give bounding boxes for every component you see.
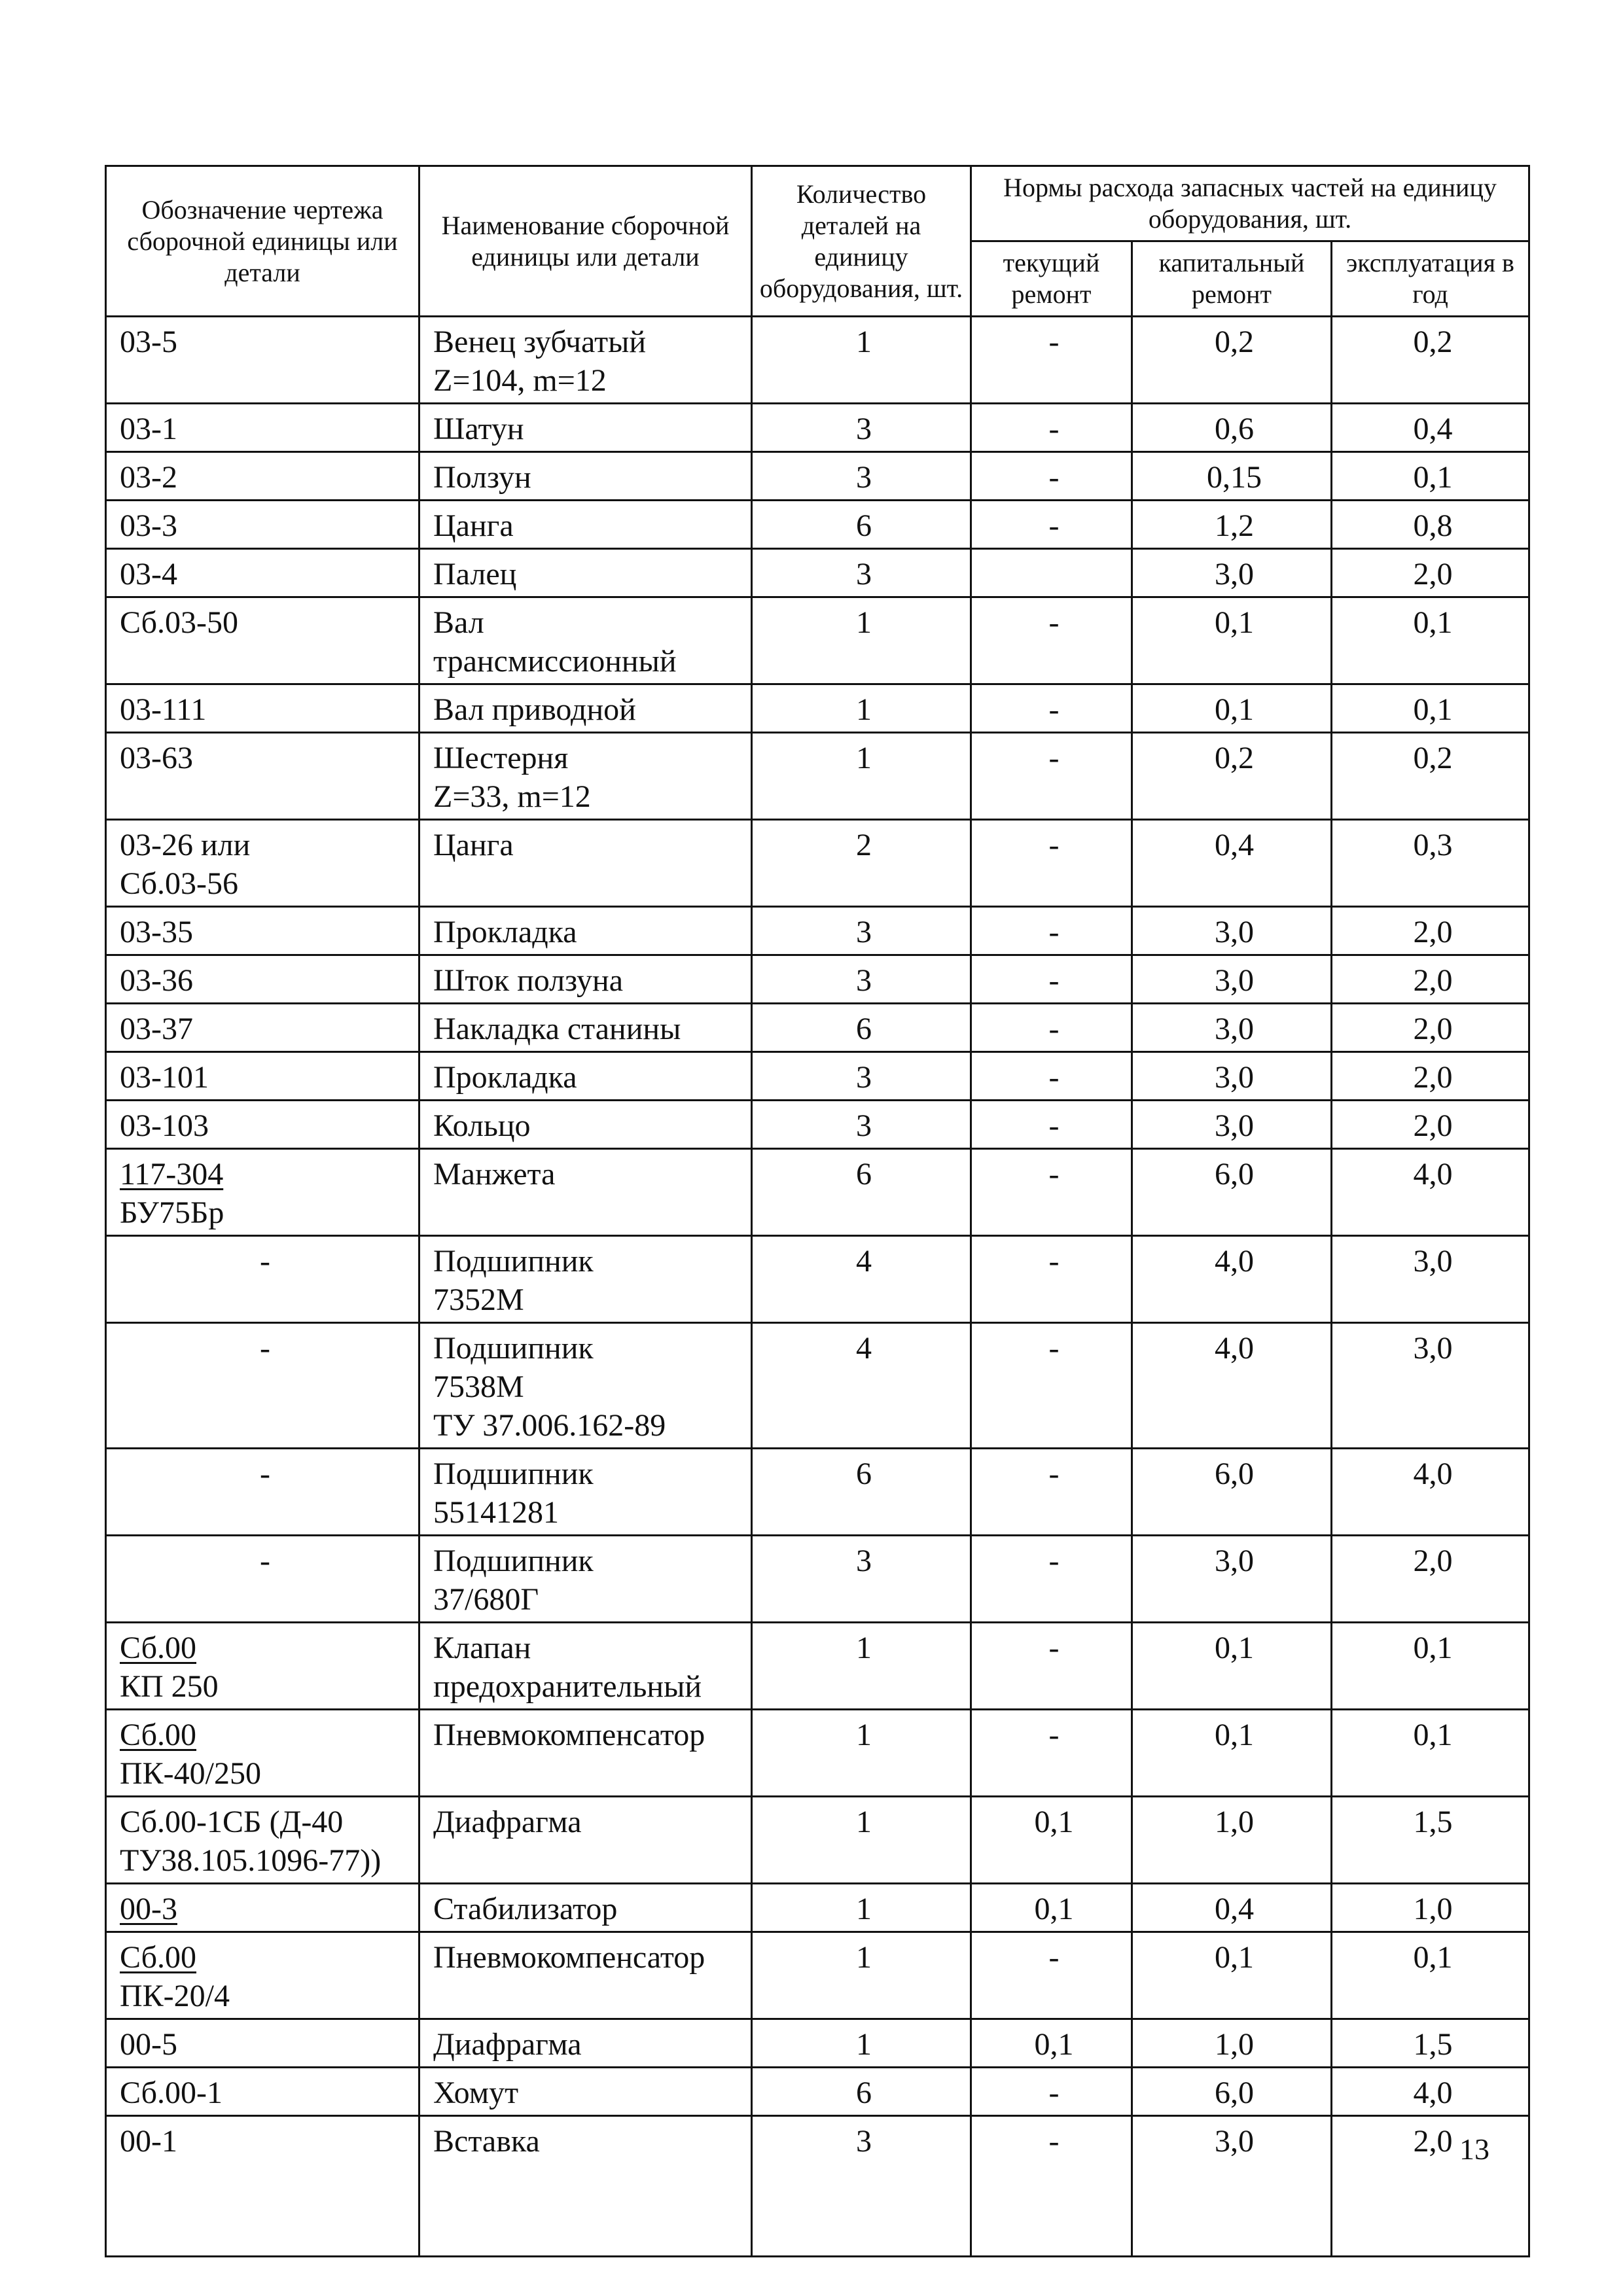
name-line: Прокладка bbox=[433, 915, 577, 949]
cell-capital-repair: 0,1 bbox=[1132, 1710, 1332, 1797]
name-line: 7538М bbox=[433, 1369, 524, 1404]
table-row bbox=[106, 1449, 1529, 1536]
table-row bbox=[106, 501, 1529, 549]
cell-current-repair: - bbox=[971, 1449, 1132, 1536]
name-line: Стабилизатор bbox=[433, 1892, 618, 1926]
cell-quantity: 6 bbox=[752, 501, 971, 549]
cell-quantity: 3 bbox=[752, 907, 971, 955]
cell-capital-repair: 0,15 bbox=[1132, 452, 1332, 501]
designation-line: 00-5 bbox=[120, 2027, 177, 2062]
cell-quantity: 3 bbox=[752, 1536, 971, 1623]
cell-quantity: 3 bbox=[752, 955, 971, 1004]
designation-line: 03-111 bbox=[120, 692, 207, 727]
table-row bbox=[106, 2068, 1529, 2116]
cell-per-year: 1,5 bbox=[1332, 1797, 1529, 1884]
designation-line: БУ75Бр bbox=[120, 1195, 224, 1230]
cell-current-repair: 0,1 bbox=[971, 2019, 1132, 2068]
name-line: Подшипник bbox=[433, 1544, 594, 1578]
cell-designation bbox=[106, 1236, 419, 1323]
cell-per-year: 0,2 bbox=[1332, 317, 1529, 404]
cell-quantity: 1 bbox=[752, 1797, 971, 1884]
table-row bbox=[106, 733, 1529, 820]
cell-name bbox=[419, 501, 752, 549]
cell-name bbox=[419, 820, 752, 907]
table-row bbox=[106, 1323, 1529, 1449]
cell-current-repair: - bbox=[971, 955, 1132, 1004]
cell-name bbox=[419, 2068, 752, 2116]
name-line: Пневмокомпенсатор bbox=[433, 1718, 705, 1752]
designation-line: - bbox=[260, 1331, 270, 1366]
cell-designation bbox=[106, 404, 419, 452]
cell-designation bbox=[106, 1623, 419, 1710]
table-row bbox=[106, 684, 1529, 733]
cell-name bbox=[419, 1052, 752, 1101]
cell-current-repair: - bbox=[971, 1004, 1132, 1052]
cell-designation bbox=[106, 2068, 419, 2116]
cell-quantity: 3 bbox=[752, 404, 971, 452]
designation-line: 03-63 bbox=[120, 741, 193, 775]
cell-per-year: 2,0 bbox=[1332, 1101, 1529, 1149]
table-row bbox=[106, 820, 1529, 907]
cell-per-year: 2,0 bbox=[1332, 1004, 1529, 1052]
designation-line: Сб.00 bbox=[120, 1631, 197, 1665]
cell-designation bbox=[106, 907, 419, 955]
name-line: Диафрагма bbox=[433, 2027, 582, 2062]
cell-name bbox=[419, 1623, 752, 1710]
cell-designation bbox=[106, 1884, 419, 1932]
designation-line: 03-4 bbox=[120, 557, 177, 592]
cell-capital-repair: 3,0 bbox=[1132, 2116, 1332, 2257]
cell-current-repair: - bbox=[971, 2068, 1132, 2116]
cell-quantity: 1 bbox=[752, 684, 971, 733]
name-line: Подшипник bbox=[433, 1457, 594, 1491]
cell-name bbox=[419, 549, 752, 597]
cell-quantity: 4 bbox=[752, 1236, 971, 1323]
name-line: Подшипник bbox=[433, 1244, 594, 1279]
table-body bbox=[106, 317, 1529, 2257]
cell-per-year: 0,1 bbox=[1332, 684, 1529, 733]
cell-per-year: 0,3 bbox=[1332, 820, 1529, 907]
name-line: 55141281 bbox=[433, 1495, 559, 1530]
cell-current-repair: - bbox=[971, 404, 1132, 452]
cell-current-repair: - bbox=[971, 1536, 1132, 1623]
cell-current-repair: - bbox=[971, 2116, 1132, 2257]
spare-parts-table bbox=[105, 165, 1530, 2257]
cell-current-repair: - bbox=[971, 820, 1132, 907]
cell-current-repair: - bbox=[971, 1101, 1132, 1149]
name-line: Венец зубчатый bbox=[433, 325, 647, 359]
cell-designation bbox=[106, 501, 419, 549]
cell-current-repair: - bbox=[971, 907, 1132, 955]
cell-quantity: 6 bbox=[752, 1449, 971, 1536]
cell-name bbox=[419, 452, 752, 501]
cell-capital-repair: 3,0 bbox=[1132, 907, 1332, 955]
cell-per-year: 4,0 bbox=[1332, 1149, 1529, 1236]
cell-current-repair: - bbox=[971, 597, 1132, 684]
header-quantity: Количество деталей на единицу оборудования, шт. bbox=[752, 166, 971, 317]
header-per-year: эксплуатация в год bbox=[1332, 241, 1529, 317]
name-line: Подшипник bbox=[433, 1331, 594, 1366]
name-line: Манжета bbox=[433, 1157, 556, 1192]
cell-quantity: 1 bbox=[752, 1884, 971, 1932]
cell-current-repair: - bbox=[971, 452, 1132, 501]
cell-quantity: 3 bbox=[752, 2116, 971, 2257]
header-name: Наименование сборочной единицы или детали bbox=[419, 166, 752, 317]
cell-designation bbox=[106, 733, 419, 820]
designation-line: КП 250 bbox=[120, 1669, 219, 1704]
cell-name bbox=[419, 404, 752, 452]
cell-current-repair: - bbox=[971, 733, 1132, 820]
cell-per-year: 4,0 bbox=[1332, 1449, 1529, 1536]
cell-capital-repair: 3,0 bbox=[1132, 1101, 1332, 1149]
designation-line: Сб.03-56 bbox=[120, 866, 239, 901]
table-header bbox=[106, 166, 1529, 317]
cell-quantity: 6 bbox=[752, 1149, 971, 1236]
designation-line: - bbox=[260, 1544, 270, 1578]
name-line: Вал приводной bbox=[433, 692, 636, 727]
designation-line: 03-103 bbox=[120, 1108, 209, 1143]
cell-name bbox=[419, 2019, 752, 2068]
cell-name bbox=[419, 1323, 752, 1449]
table-row bbox=[106, 549, 1529, 597]
name-line: Шток ползуна bbox=[433, 963, 624, 998]
cell-name bbox=[419, 1797, 752, 1884]
designation-line: 03-2 bbox=[120, 460, 177, 495]
cell-per-year: 0,1 bbox=[1332, 1623, 1529, 1710]
cell-per-year: 2,0 bbox=[1332, 1052, 1529, 1101]
cell-quantity: 1 bbox=[752, 1932, 971, 2019]
cell-current-repair: - bbox=[971, 1623, 1132, 1710]
name-line: Пневмокомпенсатор bbox=[433, 1940, 705, 1975]
cell-designation bbox=[106, 452, 419, 501]
cell-designation bbox=[106, 1052, 419, 1101]
name-line: 37/680Г bbox=[433, 1582, 539, 1617]
cell-quantity: 4 bbox=[752, 1323, 971, 1449]
designation-line: 03-3 bbox=[120, 508, 177, 543]
cell-quantity: 1 bbox=[752, 597, 971, 684]
cell-current-repair: - bbox=[971, 1932, 1132, 2019]
cell-per-year: 0,4 bbox=[1332, 404, 1529, 452]
designation-line: 03-26 или bbox=[120, 828, 251, 862]
header-current-repair: текущий ремонт bbox=[971, 241, 1132, 317]
designation-line: 03-101 bbox=[120, 1060, 209, 1095]
cell-current-repair: 0,1 bbox=[971, 1884, 1132, 1932]
name-line: Прокладка bbox=[433, 1060, 577, 1095]
cell-per-year: 2,0 bbox=[1332, 1536, 1529, 1623]
name-line: 7352М bbox=[433, 1282, 524, 1317]
page-number: 13 bbox=[1459, 2132, 1489, 2166]
cell-capital-repair: 3,0 bbox=[1132, 549, 1332, 597]
cell-designation bbox=[106, 684, 419, 733]
cell-capital-repair: 0,4 bbox=[1132, 820, 1332, 907]
cell-designation bbox=[106, 1004, 419, 1052]
designation-line: 117-304 bbox=[120, 1157, 224, 1192]
cell-capital-repair: 3,0 bbox=[1132, 1536, 1332, 1623]
cell-capital-repair: 0,2 bbox=[1132, 733, 1332, 820]
cell-current-repair: - bbox=[971, 1149, 1132, 1236]
table-row bbox=[106, 1932, 1529, 2019]
cell-designation bbox=[106, 597, 419, 684]
designation-line: 03-36 bbox=[120, 963, 193, 998]
cell-quantity: 1 bbox=[752, 317, 971, 404]
cell-per-year: 2,0 bbox=[1332, 2116, 1529, 2257]
name-line: Шатун bbox=[433, 412, 524, 446]
designation-line: 03-35 bbox=[120, 915, 193, 949]
cell-designation bbox=[106, 1932, 419, 2019]
cell-capital-repair: 0,4 bbox=[1132, 1884, 1332, 1932]
designation-line: - bbox=[260, 1457, 270, 1491]
table-row bbox=[106, 1536, 1529, 1623]
name-line: Цанга bbox=[433, 508, 514, 543]
table-row bbox=[106, 1710, 1529, 1797]
designation-line: Сб.03-50 bbox=[120, 605, 239, 640]
cell-name bbox=[419, 1149, 752, 1236]
cell-capital-repair: 0,6 bbox=[1132, 404, 1332, 452]
cell-designation bbox=[106, 1449, 419, 1536]
cell-current-repair: 0,1 bbox=[971, 1797, 1132, 1884]
cell-quantity: 1 bbox=[752, 2019, 971, 2068]
name-line: Z=33, m=12 bbox=[433, 779, 591, 814]
cell-capital-repair: 1,2 bbox=[1132, 501, 1332, 549]
cell-name bbox=[419, 2116, 752, 2257]
cell-name bbox=[419, 1536, 752, 1623]
cell-capital-repair: 3,0 bbox=[1132, 1052, 1332, 1101]
cell-quantity: 1 bbox=[752, 1710, 971, 1797]
cell-designation bbox=[106, 955, 419, 1004]
cell-capital-repair: 4,0 bbox=[1132, 1323, 1332, 1449]
table-row bbox=[106, 955, 1529, 1004]
name-line: Ползун bbox=[433, 460, 531, 495]
cell-per-year: 2,0 bbox=[1332, 907, 1529, 955]
cell-per-year: 0,1 bbox=[1332, 1710, 1529, 1797]
cell-name bbox=[419, 1932, 752, 2019]
cell-capital-repair: 6,0 bbox=[1132, 1449, 1332, 1536]
cell-capital-repair: 4,0 bbox=[1132, 1236, 1332, 1323]
cell-per-year: 1,0 bbox=[1332, 1884, 1529, 1932]
cell-designation bbox=[106, 2116, 419, 2257]
cell-quantity: 6 bbox=[752, 2068, 971, 2116]
name-line: Диафрагма bbox=[433, 1805, 582, 1839]
cell-per-year: 2,0 bbox=[1332, 549, 1529, 597]
designation-line: - bbox=[260, 1244, 270, 1279]
table-row bbox=[106, 1236, 1529, 1323]
name-line: Цанга bbox=[433, 828, 514, 862]
cell-current-repair: - bbox=[971, 684, 1132, 733]
cell-name bbox=[419, 317, 752, 404]
cell-quantity: 3 bbox=[752, 452, 971, 501]
cell-name bbox=[419, 955, 752, 1004]
cell-name bbox=[419, 684, 752, 733]
cell-current-repair bbox=[971, 549, 1132, 597]
cell-designation bbox=[106, 1536, 419, 1623]
cell-quantity: 6 bbox=[752, 1004, 971, 1052]
cell-per-year: 0,8 bbox=[1332, 501, 1529, 549]
cell-designation bbox=[106, 2019, 419, 2068]
cell-capital-repair: 0,1 bbox=[1132, 1623, 1332, 1710]
cell-name bbox=[419, 597, 752, 684]
cell-per-year: 3,0 bbox=[1332, 1236, 1529, 1323]
cell-capital-repair: 0,1 bbox=[1132, 684, 1332, 733]
header-norms-group: Нормы расхода запасных частей на единицу оборудования, шт. bbox=[971, 166, 1529, 241]
table-row bbox=[106, 2019, 1529, 2068]
designation-line: Сб.00 bbox=[120, 1940, 197, 1975]
cell-per-year: 3,0 bbox=[1332, 1323, 1529, 1449]
designation-line: 03-1 bbox=[120, 412, 177, 446]
cell-capital-repair: 0,1 bbox=[1132, 1932, 1332, 2019]
table-row bbox=[106, 1797, 1529, 1884]
name-line: Вал bbox=[433, 605, 484, 640]
cell-capital-repair: 0,1 bbox=[1132, 597, 1332, 684]
name-line: предохранительный bbox=[433, 1669, 702, 1704]
designation-line: 03-5 bbox=[120, 325, 177, 359]
cell-capital-repair: 3,0 bbox=[1132, 1004, 1332, 1052]
cell-capital-repair: 6,0 bbox=[1132, 1149, 1332, 1236]
cell-current-repair: - bbox=[971, 1710, 1132, 1797]
cell-current-repair: - bbox=[971, 1236, 1132, 1323]
designation-line: Сб.00-1 bbox=[120, 2075, 223, 2110]
cell-designation bbox=[106, 549, 419, 597]
name-line: Шестерня bbox=[433, 741, 569, 775]
table-row bbox=[106, 1623, 1529, 1710]
cell-name bbox=[419, 1449, 752, 1536]
designation-line: 03-37 bbox=[120, 1012, 193, 1046]
cell-quantity: 1 bbox=[752, 1623, 971, 1710]
designation-line: ТУ38.105.1096-77)) bbox=[120, 1843, 382, 1878]
cell-designation bbox=[106, 1323, 419, 1449]
cell-name bbox=[419, 1004, 752, 1052]
table-row bbox=[106, 1052, 1529, 1101]
cell-per-year: 0,1 bbox=[1332, 1932, 1529, 2019]
cell-quantity: 3 bbox=[752, 1052, 971, 1101]
cell-capital-repair: 0,2 bbox=[1132, 317, 1332, 404]
cell-capital-repair: 3,0 bbox=[1132, 955, 1332, 1004]
table-row bbox=[106, 1101, 1529, 1149]
designation-line: 00-1 bbox=[120, 2124, 177, 2159]
cell-designation bbox=[106, 1710, 419, 1797]
name-line: Z=104, m=12 bbox=[433, 363, 607, 398]
name-line: Накладка станины bbox=[433, 1012, 681, 1046]
name-line: Кольцо bbox=[433, 1108, 531, 1143]
table-row bbox=[106, 1884, 1529, 1932]
cell-name bbox=[419, 1884, 752, 1932]
table-row bbox=[106, 404, 1529, 452]
cell-current-repair: - bbox=[971, 1323, 1132, 1449]
cell-designation bbox=[106, 1101, 419, 1149]
cell-quantity: 1 bbox=[752, 733, 971, 820]
cell-per-year: 0,1 bbox=[1332, 597, 1529, 684]
table-row bbox=[106, 2116, 1529, 2257]
table-row bbox=[106, 1149, 1529, 1236]
cell-designation bbox=[106, 1149, 419, 1236]
cell-current-repair: - bbox=[971, 501, 1132, 549]
cell-per-year: 1,5 bbox=[1332, 2019, 1529, 2068]
cell-per-year: 2,0 bbox=[1332, 955, 1529, 1004]
cell-name bbox=[419, 1710, 752, 1797]
designation-line: Сб.00 bbox=[120, 1718, 197, 1752]
cell-capital-repair: 6,0 bbox=[1132, 2068, 1332, 2116]
cell-name bbox=[419, 1101, 752, 1149]
table-row bbox=[106, 317, 1529, 404]
header-designation: Обозначение чертежа сборочной единицы или детали bbox=[106, 166, 419, 317]
name-line: ТУ 37.006.162-89 bbox=[433, 1408, 666, 1443]
cell-per-year: 4,0 bbox=[1332, 2068, 1529, 2116]
designation-line: Сб.00-1СБ (Д-40 bbox=[120, 1805, 344, 1839]
cell-name bbox=[419, 1236, 752, 1323]
designation-line: ПК-40/250 bbox=[120, 1756, 261, 1791]
cell-capital-repair: 1,0 bbox=[1132, 1797, 1332, 1884]
cell-per-year: 0,1 bbox=[1332, 452, 1529, 501]
cell-current-repair: - bbox=[971, 317, 1132, 404]
name-line: трансмиссионный bbox=[433, 644, 677, 679]
cell-quantity: 3 bbox=[752, 1101, 971, 1149]
cell-quantity: 2 bbox=[752, 820, 971, 907]
name-line: Палец bbox=[433, 557, 517, 592]
cell-designation bbox=[106, 317, 419, 404]
cell-current-repair: - bbox=[971, 1052, 1132, 1101]
cell-quantity: 3 bbox=[752, 549, 971, 597]
designation-line: 00-3 bbox=[120, 1892, 177, 1926]
header-capital-repair: капитальный ремонт bbox=[1132, 241, 1332, 317]
table-row bbox=[106, 597, 1529, 684]
name-line: Клапан bbox=[433, 1631, 531, 1665]
name-line: Хомут bbox=[433, 2075, 519, 2110]
cell-name bbox=[419, 733, 752, 820]
cell-capital-repair: 1,0 bbox=[1132, 2019, 1332, 2068]
name-line: Вставка bbox=[433, 2124, 540, 2159]
table-row bbox=[106, 1004, 1529, 1052]
cell-name bbox=[419, 907, 752, 955]
cell-designation bbox=[106, 1797, 419, 1884]
cell-per-year: 0,2 bbox=[1332, 733, 1529, 820]
table-row bbox=[106, 907, 1529, 955]
designation-line: ПК-20/4 bbox=[120, 1979, 230, 2013]
table-row bbox=[106, 452, 1529, 501]
cell-designation bbox=[106, 820, 419, 907]
